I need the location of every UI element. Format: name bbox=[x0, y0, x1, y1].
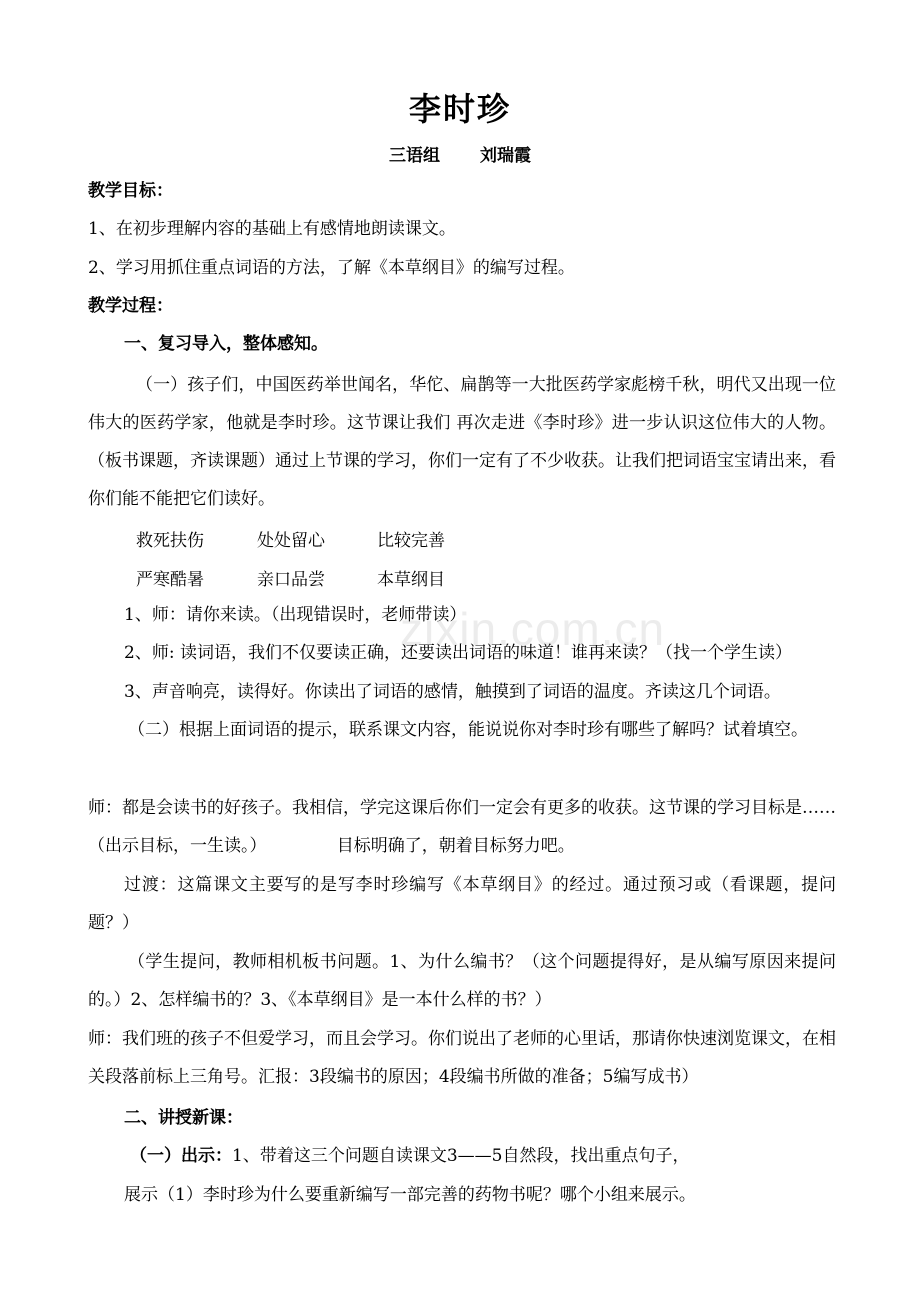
vocab-word: 严寒酷暑 bbox=[136, 570, 204, 590]
sub-step-1 bbox=[130, 1137, 878, 1175]
vocab-word: 本草纲目 bbox=[377, 570, 445, 590]
author-name: 刘瑞霞 bbox=[480, 146, 531, 166]
vocab-word: 救死扶伤 bbox=[136, 531, 204, 551]
step-1: 1、师：请你来读。（出现错误时，老师带读） bbox=[124, 605, 467, 625]
section-heading-1: 一、复习导入，整体感知。 bbox=[124, 334, 328, 354]
sub-step-text: 1、带着这三个问题自读课文3——5自然段，找出重点句子， bbox=[232, 1146, 690, 1166]
vocab-word: 比较完善 bbox=[377, 531, 445, 551]
paragraph-4: 过渡：这篇课文主要写的是写李时珍编写《本草纲目》的经过。通过预习或（看课题，提问题？） bbox=[88, 875, 836, 933]
process-heading: 教学过程： bbox=[88, 296, 173, 316]
sub-step-label: （一）出示： bbox=[130, 1146, 232, 1166]
goal-item-1: 1、在初步理解内容的基础上有感情地朗读课文。 bbox=[88, 219, 456, 239]
vocab-word: 亲口品尝 bbox=[257, 570, 325, 590]
group-name: 三语组 bbox=[389, 146, 440, 166]
author-line bbox=[0, 141, 920, 166]
section-heading-2: 二、讲授新课： bbox=[124, 1108, 243, 1128]
paragraph-6: 师：我们班的孩子不但爱学习，而且会学习。你们说出了老师的心里话，那请你快速浏览课文，在相关段落前标上三角号。汇报：3段编书的原因；4段编书所做的准备；5编写成书） bbox=[88, 1029, 836, 1087]
paragraph-5: （学生提问，教师相机板书问题。1、为什么编书？（这个问题提得好，是从编写原因来提问的。）2、怎样编书的？3、《本草纲目》是一本什么样的书？） bbox=[88, 952, 836, 1010]
paragraph-1: （一）孩子们，中国医药举世闻名，华佗、扁鹊等一大批医药学家彪榜千秋，明代又出现一位伟大的医药学家，他就是李时珍。这节课让我们 再次走进《李时珍》进一步认识这位伟大的人物。（板书课题，齐读课题）通过上节课的学习，你们一定有了不少收获。让我们把词语宝宝请出来，看你们能不能把它们读好。 bbox=[88, 375, 836, 509]
goals-heading: 教学目标： bbox=[88, 181, 173, 201]
paragraph-2: （二）根据上面词语的提示，联系课文内容，能说说你对李时珍有哪些了解吗？试着填空。 bbox=[128, 720, 808, 740]
step-2: 2、师: 读词语，我们不仅要读正确，还要读出词语的味道！谁再来读？（找一个学生读） bbox=[124, 643, 792, 663]
vocab-word: 处处留心 bbox=[257, 531, 325, 551]
step-3: 3、声音响亮，读得好。你读出了词语的感情，触摸到了词语的温度。齐读这几个词语。 bbox=[124, 682, 781, 702]
page-title: 李时珍 bbox=[408, 90, 511, 128]
show-item-1: 展示（1）李时珍为什么要重新编写一部完善的药物书呢？哪个小组来展示。 bbox=[124, 1185, 696, 1205]
paragraph-3: 师：都是会读书的好孩子。我相信，学完这课后你们一定会有更多的收获。这节课的学习目标是……（出示目标，一生读。） 目标明确了，朝着目标努力吧。 bbox=[88, 798, 836, 856]
watermark: zixin.com.cn bbox=[400, 603, 666, 655]
goal-item-2: 2、学习用抓住重点词语的方法，了解《本草纲目》的编写过程。 bbox=[88, 258, 575, 278]
